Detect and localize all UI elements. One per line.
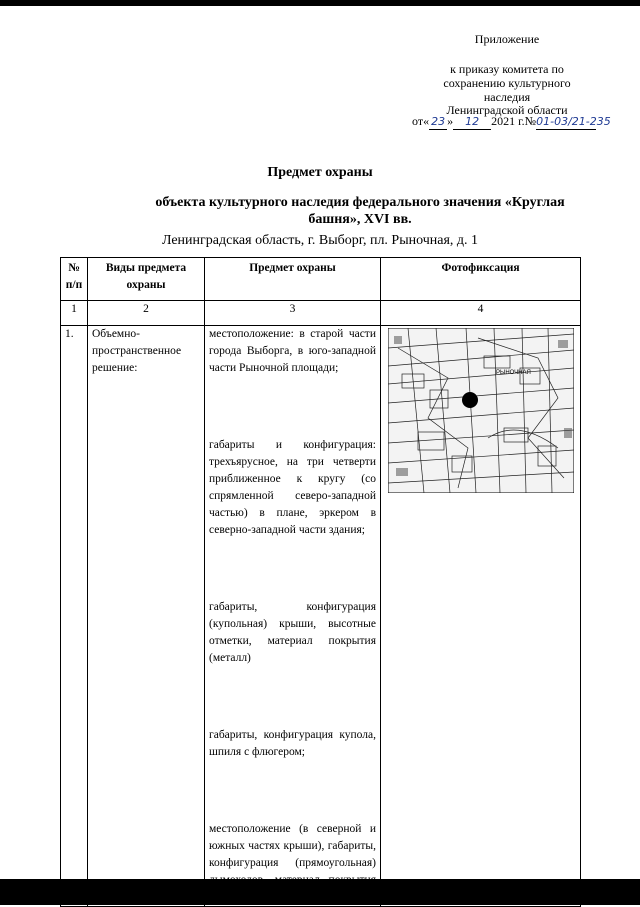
order-line-4: Ленинградской области [446,103,568,117]
table-header-row [61,258,581,301]
subtitle-line-1: объекта культурного наследия федерального значения «Круглая [155,195,565,210]
order-quote-close: » [447,114,454,128]
order-line-3: наследия [483,90,531,104]
object-address: Ленинградская область, г. Выборг, пл. Рыночная, д. 1 [161,233,479,248]
location-map-image [388,328,574,493]
map-label: РЫНОЧНАЯ [495,370,531,376]
order-line-1: к приказу комитета по [450,62,564,76]
table-row [61,326,581,907]
column-numbers-row [61,301,581,326]
order-day: 23 [431,115,446,128]
column-number-4: 4 [381,301,581,326]
tower-marker-icon [462,392,478,408]
order-line-2: сохранению культурного [443,76,571,90]
document-title: Предмет охраны [267,165,373,180]
order-number: 01-03/21-235 [536,115,611,128]
order-number-field [536,114,611,130]
order-year: 2021 г.№ [491,114,537,128]
scan-border-top [0,0,640,6]
header-number: № п/п [61,258,88,301]
header-subject: Предмет охраны [205,258,381,301]
row-subject [205,326,381,907]
subject-item: местоположение: в старой части города Выборга, в юго-западной части Рыночной площади; [209,328,376,374]
row-kind: Объемно-пространственное решение: [88,326,205,907]
header-kind: Виды предмета охраны [88,258,205,301]
order-date-number [412,114,611,130]
row-photo [381,326,581,907]
appendix-label: Приложение [474,32,540,46]
header-photo: Фотофиксация [381,258,581,301]
subtitle-line-2: башня», XVI вв. [308,212,412,227]
order-month-field [453,114,491,130]
row-number: 1. [61,326,88,907]
subject-item: габариты, конфигурация (купольная) крыши, высотные отметки, материал покрытия (металл) [209,601,376,664]
order-from: от« [412,114,430,128]
order-day-field [429,114,447,130]
subject-item: габариты и конфигурация: трехъярусное, на три четверти приближенное к кругу (со спрямленной северо-западной частью) в плане, эркером в северно-западной части здания; [209,439,376,536]
protection-subject-table [60,257,581,907]
order-month: 12 [465,115,480,128]
column-number-1: 1 [61,301,88,326]
column-number-3: 3 [205,301,381,326]
scan-border-bottom [0,879,640,905]
subject-item: габариты, конфигурация купола, шпиля с флюгером; [209,729,376,758]
subject-item: местоположение (в северной и южных частях крыши), габариты, конфигурация (прямоугольная) [209,823,376,869]
column-number-2: 2 [88,301,205,326]
